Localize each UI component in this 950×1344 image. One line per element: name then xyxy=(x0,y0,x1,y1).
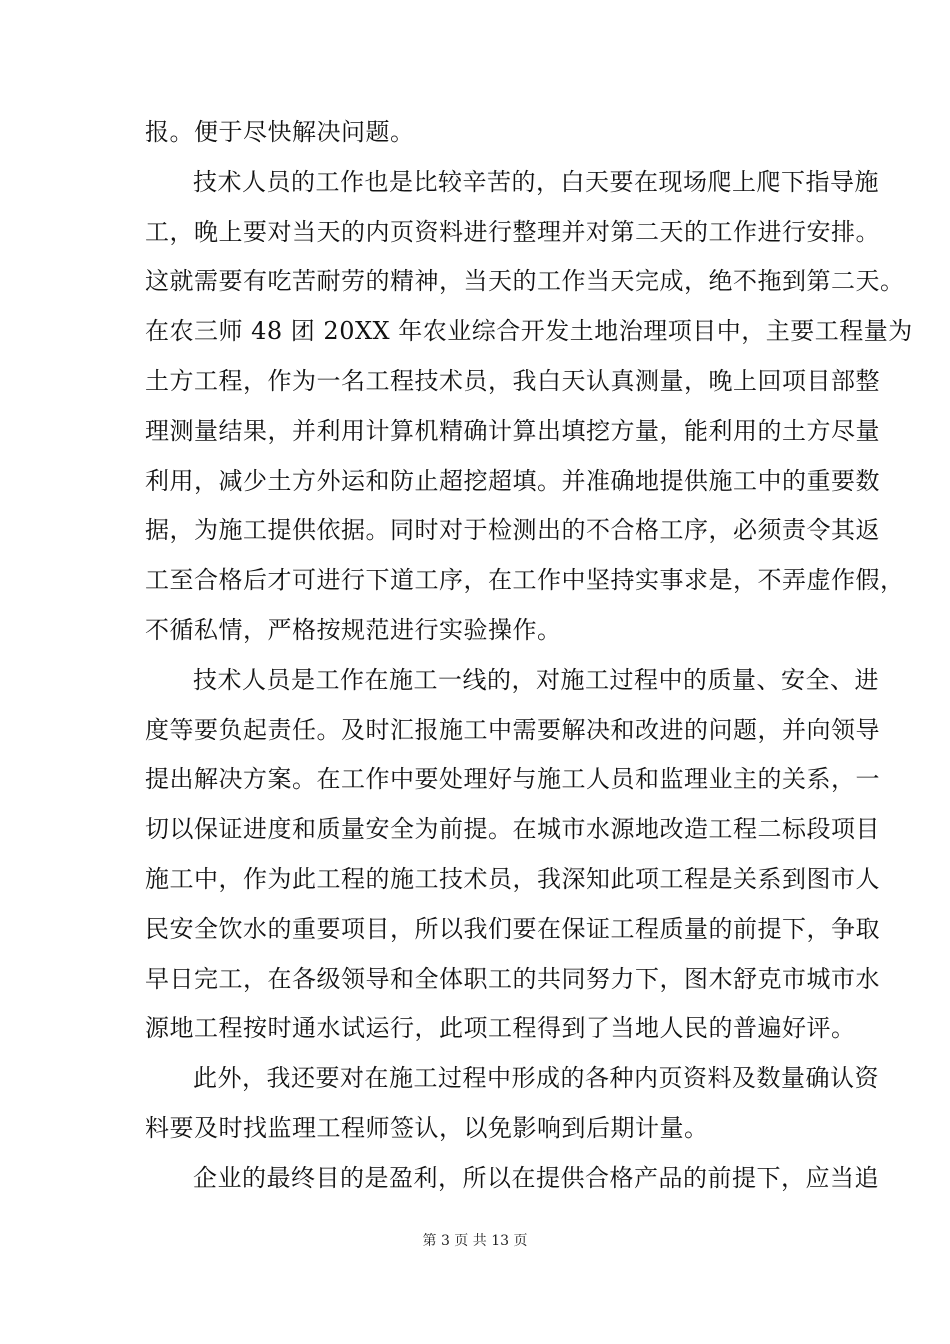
text-line: 在农三师 48 团 20XX 年农业综合开发土地治理项目中，主要工程量为 xyxy=(145,317,913,346)
text-line: 施工中，作为此工程的施工技术员，我深知此项工程是关系到图市人 xyxy=(145,864,880,893)
text-line: 土方工程，作为一名工程技术员，我白天认真测量，晚上回项目部整 xyxy=(145,366,880,395)
text-line: 切以保证进度和质量安全为前提。在城市水源地改造工程二标段项目 xyxy=(145,815,880,844)
text-line: 源地工程按时通水试运行，此项工程得到了当地人民的普遍好评。 xyxy=(145,1014,856,1043)
text-line: 技术人员的工作也是比较辛苦的，白天要在现场爬上爬下指导施 xyxy=(193,167,879,196)
text-line: 工至合格后才可进行下道工序，在工作中坚持实事求是，不弄虚作假， xyxy=(145,566,905,595)
text-line: 工，晚上要对当天的内页资料进行整理并对第二天的工作进行安排。 xyxy=(145,217,880,246)
text-line: 据，为施工提供依据。同时对于检测出的不合格工序，必须责令其返 xyxy=(145,516,880,545)
text-line: 不循私情，严格按规范进行实验操作。 xyxy=(145,615,562,644)
page-footer: 第 3 页 共 13 页 xyxy=(422,1233,528,1249)
text-line: 民安全饮水的重要项目，所以我们要在保证工程质量的前提下，争取 xyxy=(145,914,880,943)
text-line: 提出解决方案。在工作中要处理好与施工人员和监理业主的关系，一 xyxy=(145,765,880,794)
text-line: 企业的最终目的是盈利，所以在提供合格产品的前提下，应当追 xyxy=(193,1163,879,1192)
text-line: 度等要负起责任。及时汇报施工中需要解决和改进的问题，并向领导 xyxy=(145,715,880,744)
text-line: 报。便于尽快解决问题。 xyxy=(145,118,415,146)
text-line: 早日完工，在各级领导和全体职工的共同努力下，图木舒克市城市水 xyxy=(145,964,880,993)
text-line: 这就需要有吃苦耐劳的精神，当天的工作当天完成，绝不拖到第二天。 xyxy=(145,267,905,296)
text-line: 利用，减少土方外运和防止超挖超填。并准确地提供施工中的重要数 xyxy=(145,466,880,495)
text-line: 此外，我还要对在施工过程中形成的各种内页资料及数量确认资 xyxy=(193,1064,879,1093)
text-line: 料要及时找监理工程师签认，以免影响到后期计量。 xyxy=(145,1113,709,1142)
text-line: 理测量结果，并利用计算机精确计算出填挖方量，能利用的土方尽量 xyxy=(145,416,880,445)
document-body xyxy=(145,108,913,1204)
text-line: 技术人员是工作在施工一线的，对施工过程中的质量、安全、进 xyxy=(193,665,879,694)
